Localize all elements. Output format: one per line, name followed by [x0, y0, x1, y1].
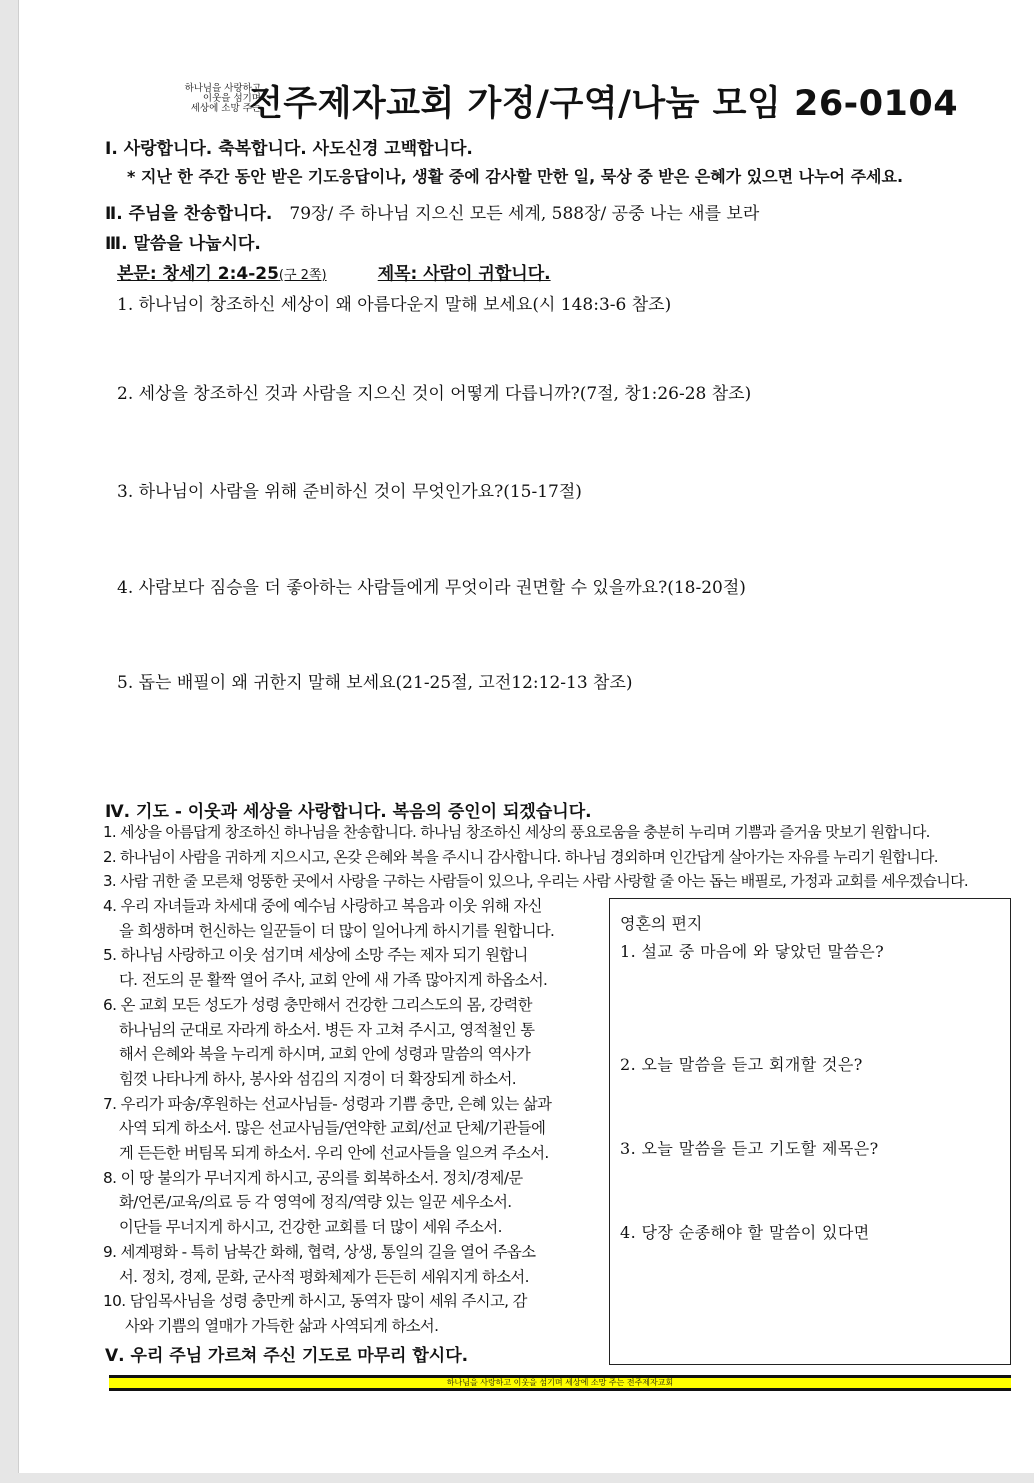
prayer-line: 이단들 무너지게 하시고, 건강한 교회를 더 많이 세워 주소서.: [119, 1218, 502, 1237]
section-1-heading: Ⅰ. 사랑합니다. 축복합니다. 사도신경 고백합니다.: [105, 139, 473, 159]
prayer-line: 6. 온 교회 모든 성도가 성령 충만해서 건강한 그리스도의 몸, 강력한: [103, 995, 532, 1014]
soul-letter-item: 4. 당장 순종해야 할 말씀이 있다면: [620, 1223, 870, 1242]
prayer-line: 힘껏 나타나게 하사, 봉사와 섬김의 지경이 더 확장되게 하소서.: [119, 1069, 517, 1088]
scripture-page-note: (구 2쪽): [278, 268, 327, 283]
prayer-item: 2. 하나님이 사람을 귀하게 지으시고, 온갖 은혜와 복을 주시니 감사합니다. 하나님 경외하며 인간답게 살아가는 자유를 누리기 원합니다.: [103, 848, 938, 866]
prayer-line: 게 든든한 버팀목 되게 하소서. 우리 안에 선교사들을 일으켜 주소서.: [119, 1144, 549, 1163]
section-3-heading: Ⅲ. 말씀을 나눕시다.: [105, 234, 261, 254]
section-5-heading: Ⅴ. 우리 주님 가르쳐 주신 기도로 마무리 합시다.: [105, 1346, 469, 1366]
prayer-item: 1. 세상을 아름답게 창조하신 하나님을 찬송합니다. 하나님 창조하신 세상의 풍요로움을 충분히 누리며 기쁨과 즐거움 맛보기 원합니다.: [103, 823, 930, 841]
soul-letter-box: [609, 898, 1011, 1365]
soul-letter-item: 1. 설교 중 마음에 와 닿았던 말씀은?: [620, 942, 885, 961]
motto-line: 세상에 소망 주는: [190, 103, 261, 114]
section-2-row: [105, 199, 759, 224]
section-4-heading: Ⅳ. 기도 - 이웃과 세상을 사랑합니다. 복음의 증인이 되겠습니다.: [105, 802, 592, 822]
prayer-line: 10. 담임목사님을 성령 충만케 하시고, 동역자 많이 세워 주시고, 감: [103, 1292, 527, 1311]
motto-line: 이웃을 섬기며: [202, 93, 261, 104]
hymn-list: 79장/ 주 하나님 지으신 모든 세계, 588장/ 공중 나는 새를 보라: [289, 204, 760, 224]
section-2-heading: Ⅱ. 주님을 찬송합니다.: [105, 204, 273, 224]
prayer-line: 7. 우리가 파송/후원하는 선교사님들- 성령과 기쁨 충만, 은혜 있는 삶과: [103, 1094, 552, 1113]
sharing-note: * 지난 한 주간 동안 받은 기도응답이나, 생활 중에 감사할 만한 일, 묵상 중 받은 은혜가 있으면 나누어 주세요.: [127, 167, 904, 186]
prayer-line: 사역 되게 하소서. 많은 선교사님들/연약한 교회/선교 단체/기관들에: [119, 1119, 546, 1138]
prayer-line: 하나님의 군대로 자라게 하소서. 병든 자 고쳐 주시고, 영적철인 통: [119, 1020, 535, 1039]
prayer-list-narrow: [103, 894, 605, 1339]
prayer-line: 서. 정치, 경제, 문화, 군사적 평화체제가 든든히 세워지게 하소서.: [119, 1267, 529, 1286]
question-item: 5. 돕는 배필이 왜 귀한지 말해 보세요(21-25절, 고전12:12-13 참조): [117, 673, 633, 693]
footer-text: 하나님을 사랑하고 이웃을 섬기며 세상에 소망 주는 전주제자교회: [446, 1378, 674, 1387]
prayer-line: 화/언론/교육/의료 등 각 영역에 정직/역량 있는 일꾼 세우소서.: [119, 1193, 512, 1212]
footer-band: [109, 1375, 1011, 1391]
motto-line: 하나님을 사랑하고: [184, 83, 261, 94]
church-motto: [157, 84, 261, 114]
soul-letter-title: 영혼의 편지: [620, 914, 703, 933]
question-item: 1. 하나님이 창조하신 세상이 왜 아름다운지 말해 보세요(시 148:3-6 참조): [117, 295, 672, 315]
page-title: 전주제자교회 가정/구역/나눔 모임 26-0104: [249, 84, 959, 124]
prayer-line: 을 희생하며 헌신하는 일꾼들이 더 많이 일어나게 하시기를 원합니다.: [119, 921, 555, 940]
prayer-line: 다. 전도의 문 활짝 열어 주사, 교회 안에 새 가족 많아지게 하옵소서.: [119, 971, 548, 990]
prayer-line: 4. 우리 자녀들과 차세대 중에 예수님 사랑하고 복음과 이웃 위해 자신: [103, 897, 542, 915]
sermon-subject: 제목: 사람이 귀합니다.: [377, 264, 551, 284]
document-page: [18, 0, 1034, 1473]
prayer-item: 3. 사람 귀한 줄 모른채 엉뚱한 곳에서 사랑을 구하는 사람들이 있으나, 우리는 사람 사랑할 줄 아는 돕는 배필로, 가정과 교회를 세우겠습니다.: [103, 872, 968, 890]
soul-letter-item: 2. 오늘 말씀을 듣고 회개할 것은?: [620, 1055, 863, 1074]
question-item: 4. 사람보다 짐승을 더 좋아하는 사람들에게 무엇이라 권면할 수 있을까요?(18-20절): [117, 578, 746, 598]
prayer-line: 9. 세계평화 - 특히 남북간 화해, 협력, 상생, 통일의 길을 열어 주옵소: [103, 1242, 536, 1261]
prayer-line: 8. 이 땅 불의가 무너지게 하시고, 공의를 회복하소서. 정치/경제/문: [103, 1168, 523, 1187]
question-item: 3. 하나님이 사람을 위해 준비하신 것이 무엇인가요?(15-17절): [117, 482, 582, 502]
prayer-line: 해서 은혜와 복을 누리게 하시며, 교회 안에 성령과 말씀의 역사가: [119, 1045, 531, 1064]
scripture-reference: 본문: 창세기 2:4-25: [117, 264, 279, 284]
soul-letter-item: 3. 오늘 말씀을 듣고 기도할 제목은?: [620, 1139, 879, 1158]
scripture-row: [117, 259, 551, 284]
prayer-line: 사와 기쁨의 열매가 가득한 삶과 사역되게 하소서.: [125, 1316, 439, 1335]
prayer-line: 5. 하나님 사랑하고 이웃 섬기며 세상에 소망 주는 제자 되기 원합니: [103, 946, 528, 965]
question-item: 2. 세상을 창조하신 것과 사람을 지으신 것이 어떻게 다릅니까?(7절, 창1:26-28 참조): [117, 384, 752, 404]
